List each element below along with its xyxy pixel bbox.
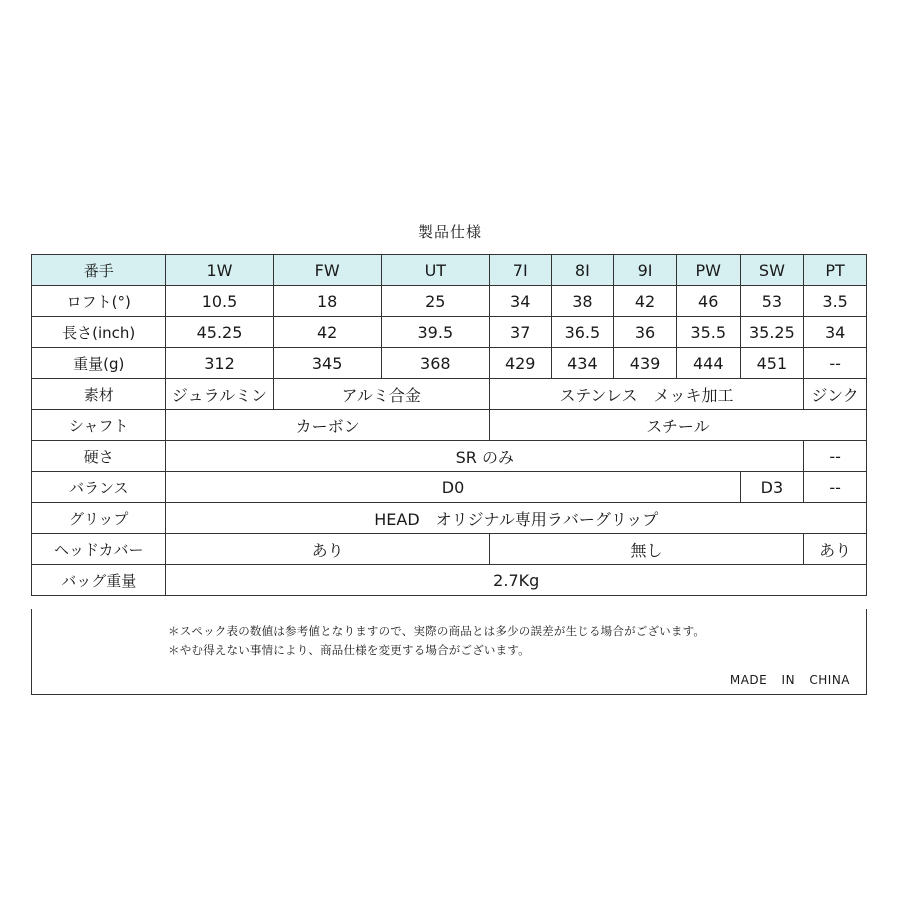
col-header-pw: PW — [676, 255, 740, 286]
table-cell: あり — [166, 534, 489, 565]
table-cell: アルミ合金 — [273, 379, 489, 410]
row-label-club: 番手 — [32, 255, 166, 286]
row-label-weight: 重量(g) — [32, 348, 166, 379]
table-cell: 42 — [273, 317, 381, 348]
col-header-pt: PT — [804, 255, 867, 286]
table-row-loft — [32, 286, 867, 317]
table-cell: SR のみ — [166, 441, 804, 472]
table-cell: 38 — [551, 286, 614, 317]
table-cell: 35.25 — [740, 317, 804, 348]
table-cell: 42 — [614, 286, 677, 317]
col-header-7i: 7I — [489, 255, 551, 286]
col-header-1w: 1W — [166, 255, 273, 286]
table-cell: あり — [804, 534, 867, 565]
table-row-grip — [32, 503, 867, 534]
table-row-bag-weight — [32, 565, 867, 596]
table-cell: D3 — [740, 472, 804, 503]
table-cell: 444 — [676, 348, 740, 379]
table-cell: 368 — [381, 348, 489, 379]
note-spec-values: ＊スペック表の数値は参考値となりますので、実際の商品とは多少の誤差が生じる場合がございます。 — [168, 624, 706, 638]
row-label-grip: グリップ — [32, 503, 166, 534]
col-header-sw: SW — [740, 255, 804, 286]
table-cell: ジュラルミン — [166, 379, 273, 410]
table-cell: -- — [804, 441, 867, 472]
table-cell: 36 — [614, 317, 677, 348]
table-row-header — [32, 255, 867, 286]
table-row-balance — [32, 472, 867, 503]
table-row-material — [32, 379, 867, 410]
table-cell: ステンレス メッキ加工 — [489, 379, 803, 410]
table-cell: ジンク — [804, 379, 867, 410]
table-cell: D0 — [166, 472, 740, 503]
made-in-label: MADE IN CHINA — [729, 673, 850, 687]
row-label-balance: バランス — [32, 472, 166, 503]
table-cell: 312 — [166, 348, 273, 379]
row-label-flex: 硬さ — [32, 441, 166, 472]
table-row-length — [32, 317, 867, 348]
table-cell: 34 — [489, 286, 551, 317]
table-cell: 451 — [740, 348, 804, 379]
table-cell: 3.5 — [804, 286, 867, 317]
table-cell: 53 — [740, 286, 804, 317]
row-label-material: 素材 — [32, 379, 166, 410]
table-cell: HEAD オリジナル専用ラバーグリップ — [166, 503, 867, 534]
table-cell: 46 — [676, 286, 740, 317]
notes-box — [31, 609, 867, 695]
note-spec-changes: ＊やむ得えない事情により、商品仕様を変更する場合がございます。 — [168, 643, 530, 657]
table-row-weight — [32, 348, 867, 379]
row-label-shaft: シャフト — [32, 410, 166, 441]
table-cell: 39.5 — [381, 317, 489, 348]
table-row-shaft — [32, 410, 867, 441]
table-cell: 18 — [273, 286, 381, 317]
page-title: 製品仕様 — [417, 223, 482, 241]
row-label-length: 長さ(inch) — [32, 317, 166, 348]
table-cell: 34 — [804, 317, 867, 348]
col-header-8i: 8I — [551, 255, 614, 286]
spec-table — [31, 254, 867, 596]
row-label-headcover: ヘッドカバー — [32, 534, 166, 565]
row-label-bag-weight: バッグ重量 — [32, 565, 166, 596]
table-cell: 345 — [273, 348, 381, 379]
table-cell: 439 — [614, 348, 677, 379]
table-row-flex — [32, 441, 867, 472]
table-cell: 無し — [489, 534, 803, 565]
table-cell: 434 — [551, 348, 614, 379]
table-cell: 2.7Kg — [166, 565, 867, 596]
table-row-headcover — [32, 534, 867, 565]
col-header-fw: FW — [273, 255, 381, 286]
table-cell: 36.5 — [551, 317, 614, 348]
table-cell: スチール — [489, 410, 866, 441]
table-cell: -- — [804, 472, 867, 503]
table-cell: 37 — [489, 317, 551, 348]
table-cell: 429 — [489, 348, 551, 379]
table-cell: 35.5 — [676, 317, 740, 348]
row-label-loft: ロフト(°) — [32, 286, 166, 317]
table-cell: 10.5 — [166, 286, 273, 317]
col-header-9i: 9I — [614, 255, 677, 286]
table-cell: 45.25 — [166, 317, 273, 348]
table-cell: 25 — [381, 286, 489, 317]
table-cell: -- — [804, 348, 867, 379]
col-header-ut: UT — [381, 255, 489, 286]
table-cell: カーボン — [166, 410, 489, 441]
